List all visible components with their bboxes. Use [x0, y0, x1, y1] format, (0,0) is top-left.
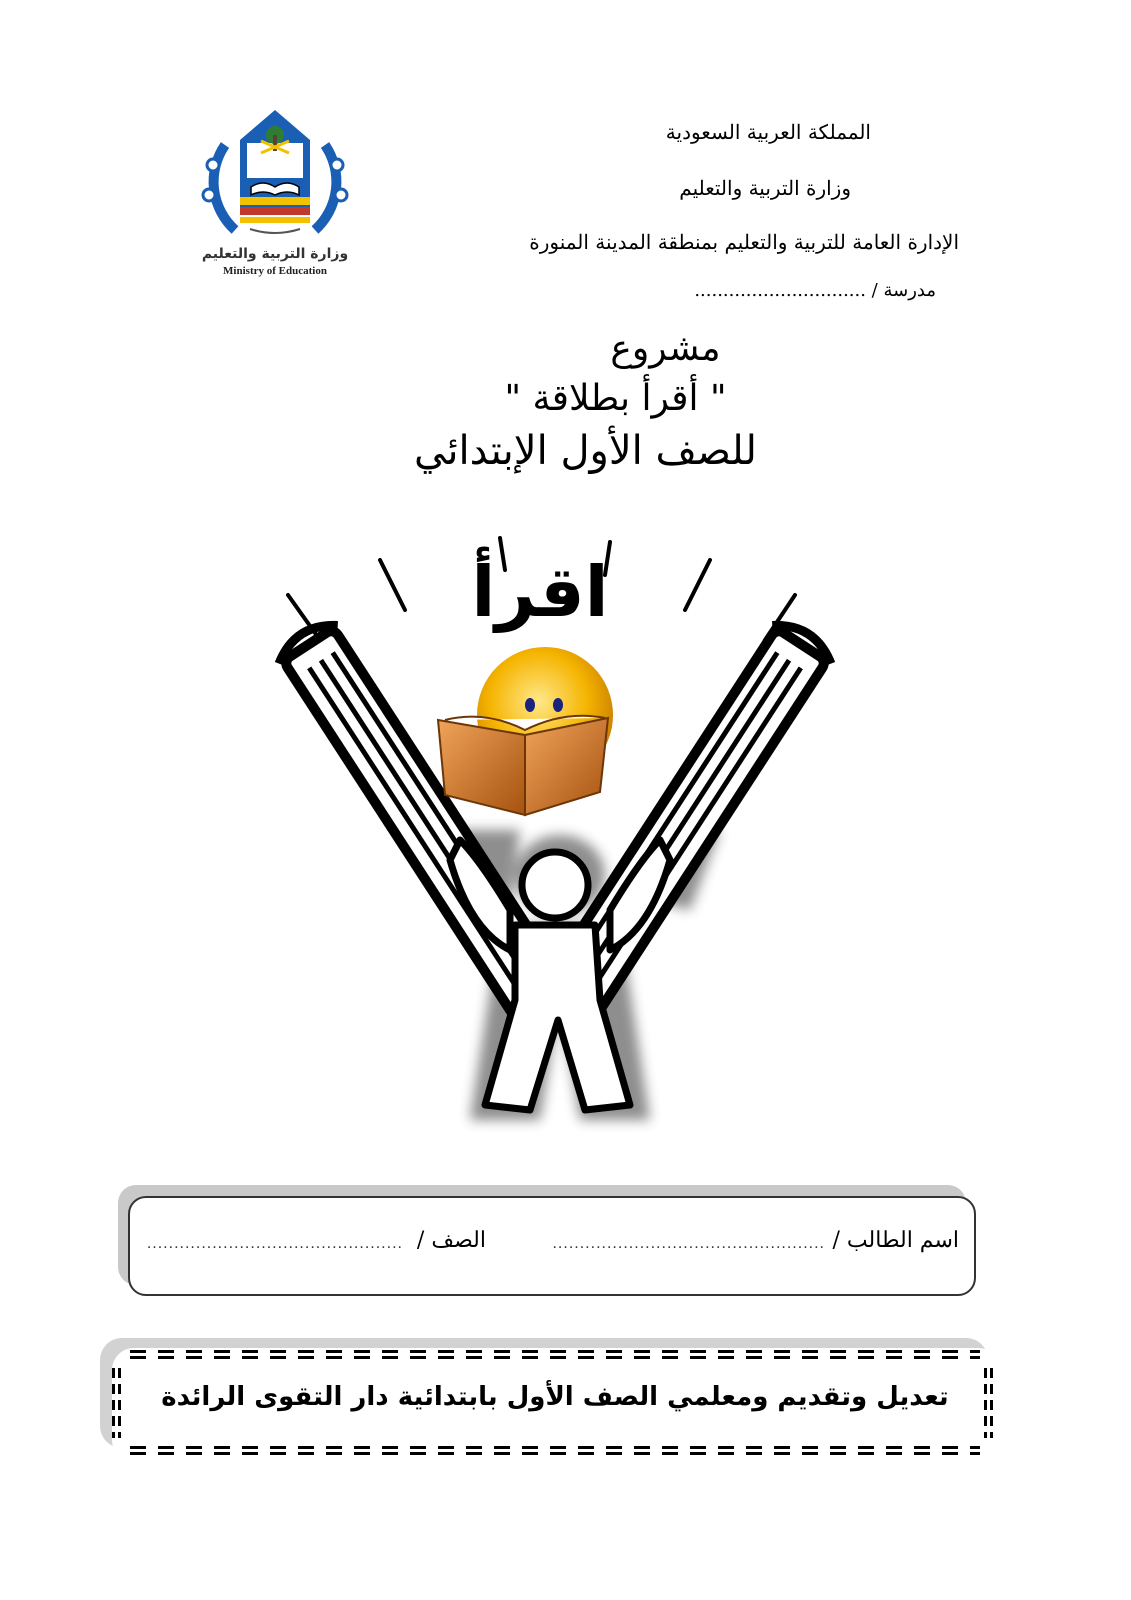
student-name-field[interactable]: ..................................................: [552, 1236, 825, 1252]
grade-label: الصف /: [416, 1228, 486, 1253]
school-field: مدرسة / ..............................: [694, 280, 936, 301]
credits-text: تعديل وتقديم ومعلمي الصف الأول بابتدائية دار التقوى الرائدة: [161, 1382, 949, 1412]
project-name: " أقرأ بطلاقة ": [504, 378, 727, 419]
grade-title: للصف الأول الإبتدائي: [414, 428, 757, 474]
grade-field[interactable]: ...............................................: [146, 1236, 403, 1252]
project-title: مشروع: [610, 328, 721, 369]
kingdom-label: المملكة العربية السعودية: [665, 120, 871, 144]
iqra-word: اقرأ: [471, 551, 609, 633]
logo-caption-arabic: وزارة التربية والتعليم: [201, 246, 349, 262]
dashed-border-top: [130, 1350, 980, 1360]
dashed-border-bottom: [130, 1446, 980, 1456]
dashed-border-left: [112, 1368, 122, 1438]
ministry-label: وزارة التربية والتعليم: [679, 176, 851, 200]
dashed-border-right: [984, 1368, 994, 1438]
directorate-label: الإدارة العامة للتربية والتعليم بمنطقة المدينة المنورة: [529, 230, 959, 254]
student-name-label: اسم الطالب /: [832, 1228, 959, 1253]
logo-caption-english: Ministry of Education: [223, 265, 327, 277]
